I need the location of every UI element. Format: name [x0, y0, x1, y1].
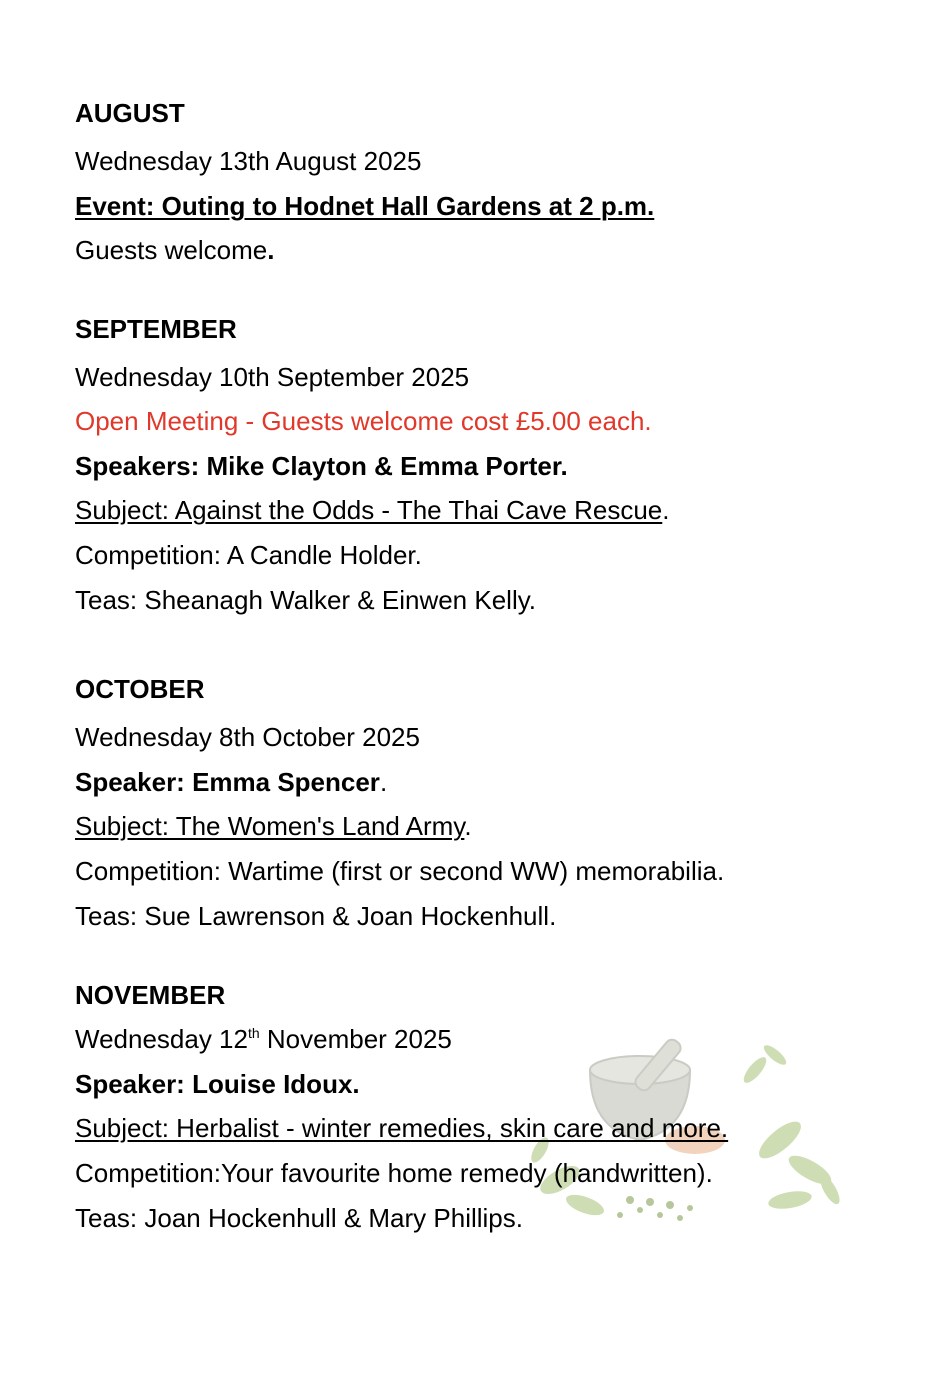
teas-october: Teas: Sue Lawrenson & Joan Hockenhull. — [75, 901, 557, 931]
event-title-august: Event: Outing to Hodnet Hall Gardens at 2 p.m. — [75, 191, 655, 221]
teas-september: Teas: Sheanagh Walker & Einwen Kelly. — [75, 585, 537, 615]
event-date-september: Wednesday 10th September 2025 — [75, 362, 470, 392]
guests-note-august — [75, 234, 274, 266]
date-november-prefix: Wednesday 12 — [75, 1024, 248, 1054]
date-november-ordinal: th — [247, 1025, 260, 1041]
speaker-october-text: Speaker: Emma Spencer — [75, 767, 380, 797]
date-november-suffix: November 2025 — [259, 1024, 452, 1054]
subject-september-period: . — [662, 495, 670, 525]
guests-text: Guests welcome — [75, 235, 268, 265]
teas-november: Teas: Joan Hockenhull & Mary Phillips. — [75, 1203, 523, 1233]
event-date-october: Wednesday 8th October 2025 — [75, 722, 420, 752]
speaker-november: Speaker: Louise Idoux. — [75, 1069, 360, 1099]
subject-october-period: . — [464, 811, 472, 841]
competition-october: Competition: Wartime (first or second WW) memorabilia. — [75, 856, 725, 886]
subject-september-text: Subject: Against the Odds - The Thai Cave Rescue — [75, 495, 663, 525]
month-heading-october: OCTOBER — [75, 674, 205, 704]
month-heading-september: SEPTEMBER — [75, 314, 237, 344]
speaker-october — [75, 766, 387, 798]
speaker-september: Speakers: Mike Clayton & Emma Porter. — [75, 451, 568, 481]
subject-november: Subject: Herbalist - winter remedies, skin care and more. — [75, 1113, 729, 1143]
subject-september — [75, 494, 670, 526]
guests-period: . — [267, 235, 275, 265]
event-date-august: Wednesday 13th August 2025 — [75, 146, 422, 176]
subject-october-text: Subject: The Women's Land Army — [75, 811, 465, 841]
month-heading-august: AUGUST — [75, 98, 185, 128]
competition-september: Competition: A Candle Holder. — [75, 540, 422, 570]
competition-november: Competition:Your favourite home remedy (handwritten). — [75, 1158, 713, 1188]
event-date-november — [75, 1023, 452, 1055]
speaker-october-period: . — [379, 767, 388, 797]
month-heading-november: NOVEMBER — [75, 980, 226, 1010]
open-meeting-note: Open Meeting - Guests welcome cost £5.00 each. — [75, 406, 652, 436]
subject-october — [75, 810, 472, 842]
